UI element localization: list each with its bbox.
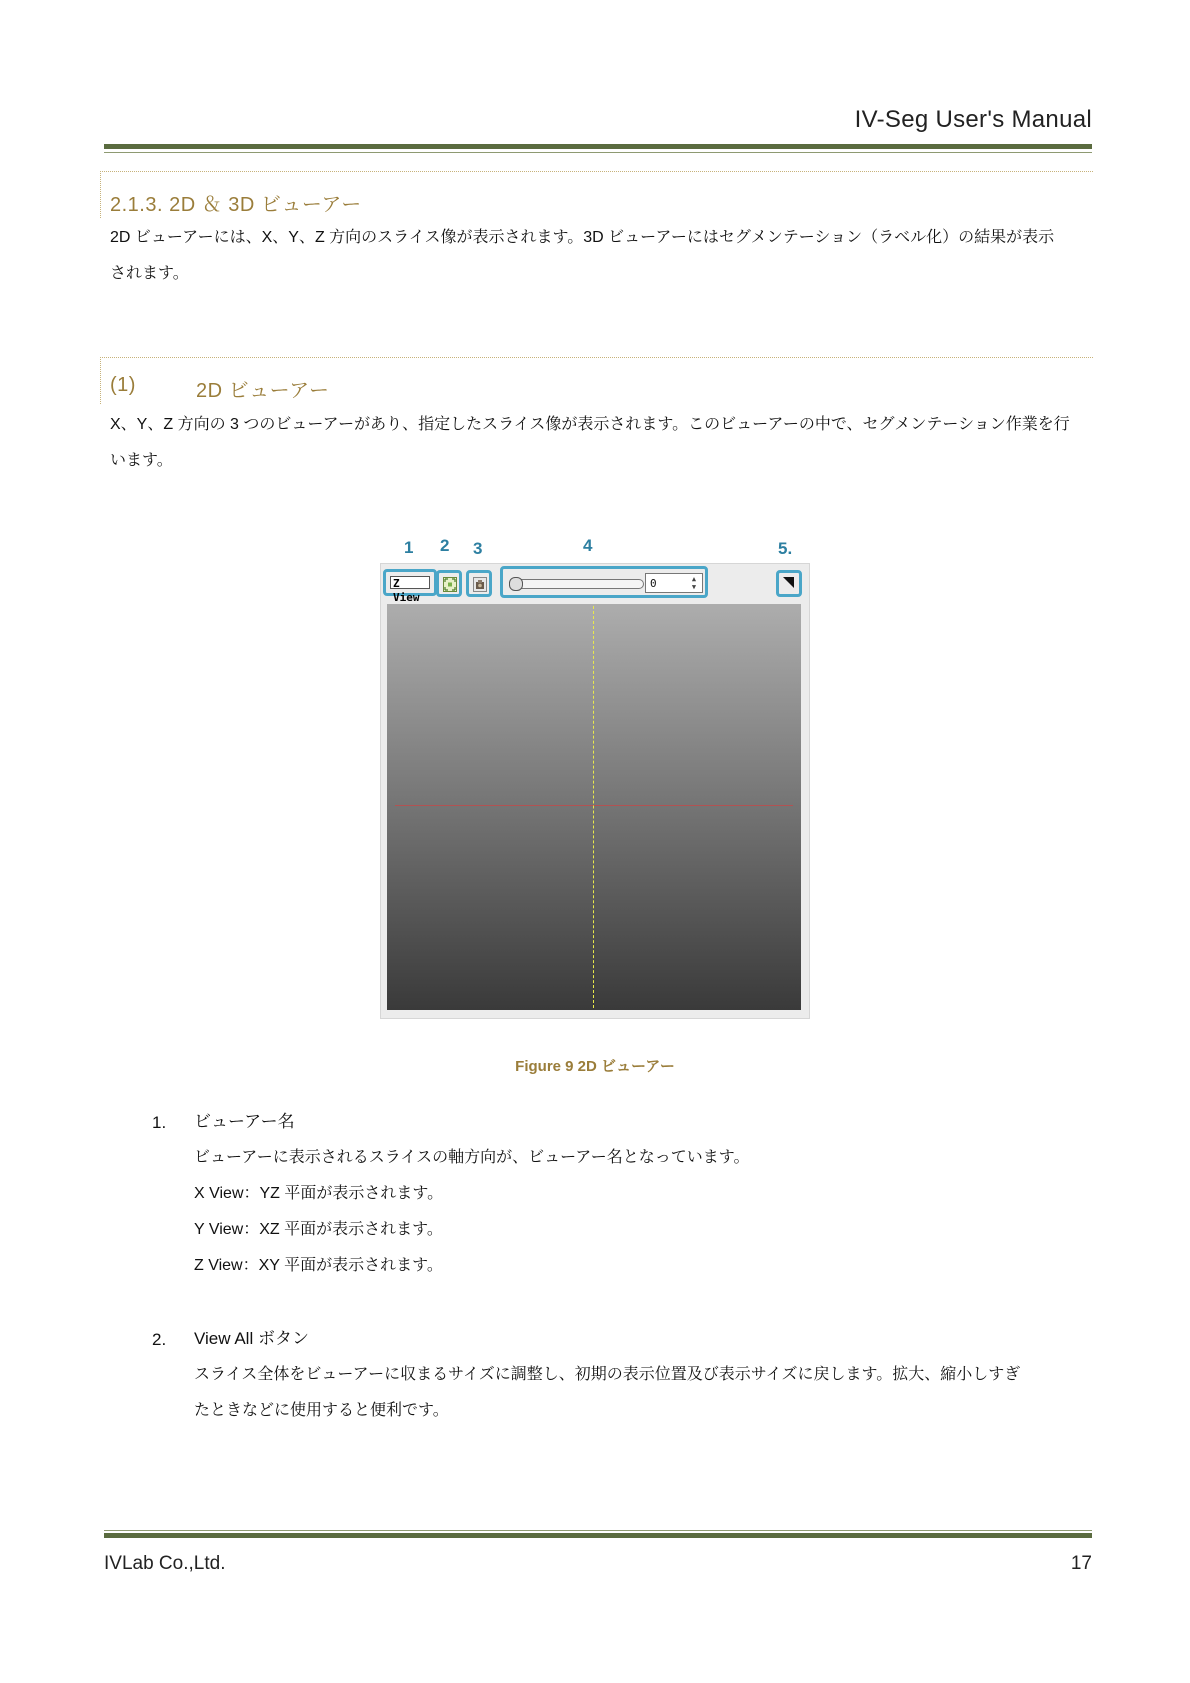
header-rule (104, 144, 1092, 149)
page-header-title: IV-Seg User's Manual (854, 106, 1092, 133)
list-item-number: 1. (152, 1113, 167, 1132)
crosshair-vertical (593, 606, 594, 1008)
section-heading: 2.1.3. 2D ＆ 3D ビューアー (110, 194, 362, 216)
footer-company: IVLab Co.,Ltd. (104, 1553, 226, 1574)
figure-caption: Figure 9 2D ビューアー (515, 1058, 675, 1075)
subsection-paragraph-line: います。 (110, 452, 173, 469)
snapshot-icon (473, 577, 487, 592)
section-paragraph-line: されます。 (110, 265, 189, 282)
camera-icon (474, 578, 486, 591)
list-item-number: 2. (152, 1330, 167, 1349)
figure-label-4: 4 (583, 536, 593, 555)
crosshair-horizontal (395, 805, 793, 806)
slice-number-value: 0 (650, 577, 657, 590)
slice-slider-thumb[interactable] (509, 577, 523, 591)
viewer-name-button[interactable] (383, 569, 437, 604)
view-all-icon (443, 577, 457, 592)
subsection-heading: 2D ビューアー (196, 380, 330, 402)
header-rule-thin (104, 152, 1092, 153)
list-item-line: X View：YZ 平面が表示されます。 (194, 1185, 444, 1202)
slice-slider-group (500, 566, 708, 598)
figure-label-2: 2 (440, 536, 450, 555)
list-item-title: ビューアー名 (194, 1112, 295, 1131)
list-item-line: Z View：XY 平面が表示されます。 (194, 1257, 443, 1274)
list-item-line: Y View：XZ 平面が表示されます。 (194, 1221, 443, 1238)
footer-rule (104, 1533, 1092, 1538)
figure-label-5: 5. (778, 539, 793, 558)
slice-number-input[interactable] (645, 573, 703, 593)
figure-label-1: 1 (404, 538, 414, 557)
list-item-line: ビューアーに表示されるスライスの軸方向が、ビューアー名となっています。 (194, 1149, 750, 1166)
maximize-button[interactable] (776, 570, 802, 597)
list-item-line: スライス全体をビューアーに収まるサイズに調整し、初期の表示位置及び表示サイズに戻します。拡大、縮小しすぎ (194, 1366, 1021, 1383)
corner-arrow-icon (779, 573, 799, 594)
view-all-button[interactable] (436, 570, 462, 597)
snapshot-button[interactable] (466, 570, 492, 597)
page-number: 17 (1070, 1553, 1092, 1574)
slice-slider-track[interactable] (509, 579, 644, 589)
list-item-title: View All ボタン (194, 1329, 309, 1348)
subsection-paragraph-line: X、Y、Z 方向の 3 つのビューアーがあり、指定したスライス像が表示されます。このビューアーの中で、セグメンテーション作業を行 (110, 416, 1070, 433)
list-item-line: たときなどに使用すると便利です。 (194, 1402, 449, 1419)
subsection-number: (1) (110, 374, 136, 396)
expand-icon (444, 578, 456, 591)
slice-image-canvas[interactable] (387, 604, 801, 1010)
section-paragraph-line: 2D ビューアーには、X、Y、Z 方向のスライス像が表示されます。3D ビューアーにはセグメンテーション（ラベル化）の結果が表示 (110, 229, 1055, 246)
figure-label-3: 3 (473, 539, 483, 558)
spin-arrows-icon[interactable]: ▲ ▼ (691, 575, 697, 591)
viewer-name-label: Z View (390, 576, 430, 589)
footer-rule-thin (104, 1530, 1092, 1531)
